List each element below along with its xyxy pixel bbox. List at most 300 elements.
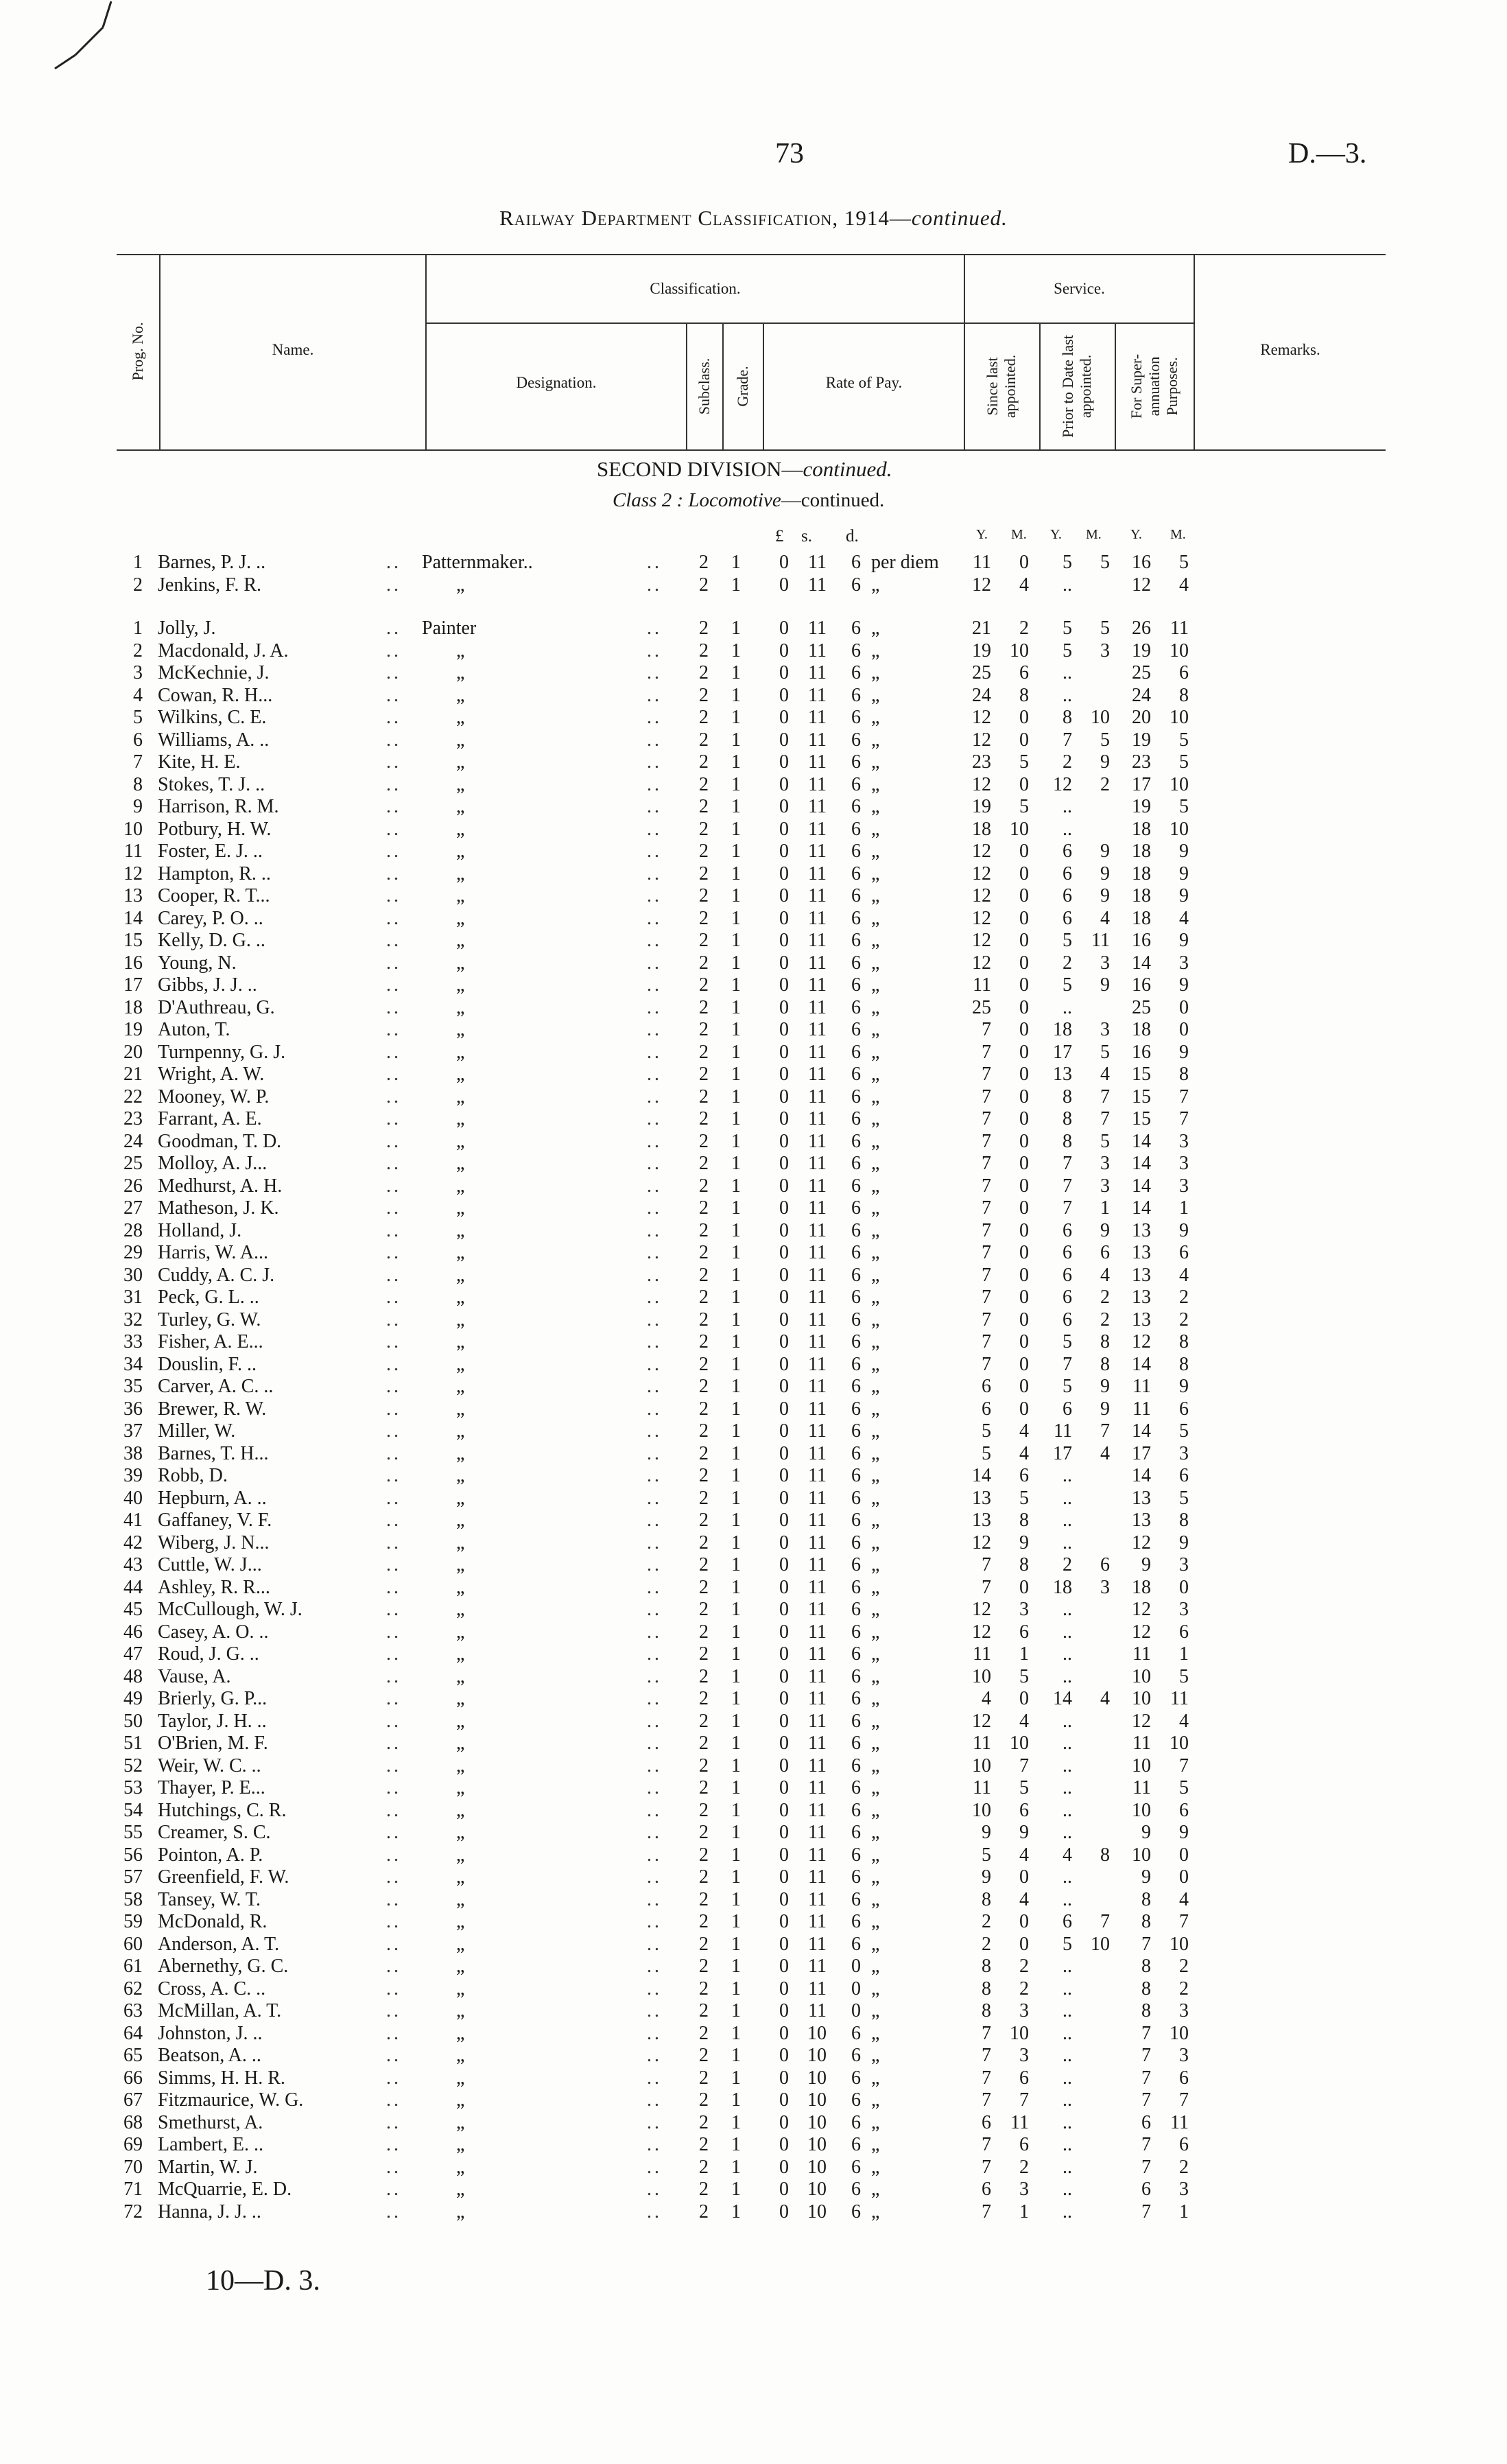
cell-dots: .. (386, 640, 401, 661)
cell-sm: 0 (1019, 885, 1029, 906)
cell-sm: 4 (1019, 1844, 1029, 1866)
cell-d: 6 (851, 1510, 861, 1531)
cell-fm: 5 (1179, 796, 1189, 817)
cell-py: 6 (1063, 863, 1072, 884)
cell-name: Potbury, H. W. (158, 818, 272, 840)
cell-fm: 10 (1170, 773, 1189, 795)
cell-sy: 10 (972, 1799, 991, 1821)
cell-per: „ (871, 1442, 880, 1464)
cell-no: 14 (123, 907, 143, 929)
cell-sm: 2 (1019, 1956, 1029, 1977)
cell-per: „ (871, 1331, 880, 1352)
table-row (0, 1554, 1507, 1576)
cell-no: 17 (123, 974, 143, 996)
cell-l: 0 (779, 907, 789, 929)
cell-sm: 0 (1019, 930, 1029, 951)
cell-dots2: .. (647, 1442, 662, 1464)
cell-fy: 9 (1141, 1554, 1151, 1575)
cell-grade: 1 (731, 2134, 741, 2155)
cell-d: 6 (851, 2045, 861, 2066)
cell-sy: 7 (982, 1019, 991, 1040)
cell-sub: 2 (699, 1576, 709, 1598)
cell-designation: „ (456, 1510, 465, 1531)
cell-fm: 9 (1179, 885, 1189, 906)
cell-sm: 0 (1019, 707, 1029, 728)
header-designation: Designation. (516, 374, 597, 391)
cell-name: Goodman, T. D. (158, 1130, 282, 1152)
cell-l: 0 (779, 1465, 789, 1486)
cell-no: 71 (123, 2179, 143, 2200)
table-row (0, 1711, 1507, 1733)
cell-dots2: .. (647, 1175, 662, 1197)
cell-dots2: .. (647, 1197, 662, 1219)
cell-py: .. (1063, 2022, 1072, 2044)
cell-py: 11 (1054, 1420, 1072, 1442)
cell-py: 8 (1063, 1130, 1072, 1152)
cell-designation: „ (456, 818, 465, 840)
cell-sub: 2 (699, 574, 709, 596)
table-row (0, 774, 1507, 796)
cell-sm: 6 (1019, 1465, 1029, 1486)
cell-grade: 1 (731, 1688, 741, 1709)
cell-l: 0 (779, 751, 789, 773)
cell-fm: 7 (1179, 1086, 1189, 1107)
cell-fy: 17 (1132, 773, 1151, 795)
cell-d: 6 (851, 1755, 861, 1776)
cell-dots2: .. (647, 1287, 662, 1308)
cell-designation: „ (456, 1956, 465, 1977)
cell-name: Farrant, A. E. (158, 1108, 262, 1129)
cell-grade: 1 (731, 2111, 741, 2133)
cell-d: 6 (851, 863, 861, 884)
cell-per: „ (871, 974, 880, 996)
cell-dots: .. (386, 1331, 401, 1352)
cell-fy: 19 (1132, 729, 1151, 751)
cell-py: 6 (1063, 841, 1072, 862)
cell-name: Abernethy, G. C. (158, 1956, 289, 1977)
table-row (0, 552, 1507, 574)
cell-py: .. (1063, 2134, 1072, 2155)
cell-l: 0 (779, 1978, 789, 1999)
cell-sm: 0 (1019, 841, 1029, 862)
cell-sub: 2 (699, 662, 709, 683)
cell-l: 0 (779, 1108, 789, 1129)
cell-designation: „ (456, 1420, 465, 1442)
table-row (0, 1108, 1507, 1130)
cell-pm: 5 (1100, 1041, 1110, 1063)
cell-d: 6 (851, 574, 861, 596)
cell-dots2: .. (647, 1933, 662, 1955)
cell-py: .. (1063, 2111, 1072, 2133)
cell-name: Carey, P. O. .. (158, 907, 263, 929)
cell-name: Cross, A. C. .. (158, 1978, 266, 1999)
cell-no: 22 (123, 1086, 143, 1107)
cell-grade: 1 (731, 1621, 741, 1643)
cell-fm: 1 (1179, 1643, 1189, 1665)
cell-py: 7 (1063, 729, 1072, 751)
cell-dots: .. (386, 818, 401, 840)
cell-per: „ (871, 2067, 880, 2089)
cell-fm: 9 (1179, 1532, 1189, 1553)
cell-dots2: .. (647, 885, 662, 906)
cell-name: Harris, W. A... (158, 1242, 268, 1263)
cell-per: „ (871, 1264, 880, 1286)
cell-s: 10 (807, 2089, 827, 2111)
cell-dots: .. (386, 1688, 401, 1709)
cell-fy: 23 (1132, 751, 1151, 773)
cell-sub: 2 (699, 1153, 709, 1174)
cell-dots: .. (386, 707, 401, 728)
cell-designation: „ (456, 684, 465, 706)
cell-dots: .. (386, 952, 401, 974)
cell-s: 10 (807, 2022, 827, 2044)
table-row (0, 997, 1507, 1019)
cell-l: 0 (779, 818, 789, 840)
cell-s: 11 (808, 1978, 827, 1999)
cell-fm: 5 (1179, 751, 1189, 773)
cell-sy: 6 (982, 2179, 991, 2200)
cell-fm: 0 (1179, 996, 1189, 1018)
cell-no: 63 (123, 2000, 143, 2021)
cell-sy: 12 (972, 729, 991, 751)
cell-py: .. (1063, 1956, 1072, 1977)
table-row (0, 1086, 1507, 1108)
cell-grade: 1 (731, 1019, 741, 1040)
cell-no: 58 (123, 1888, 143, 1910)
cell-s: 11 (808, 1442, 827, 1464)
cell-sm: 0 (1019, 1933, 1029, 1955)
cell-per: „ (871, 863, 880, 884)
table-row (0, 1577, 1507, 1599)
cell-dots2: .. (647, 1019, 662, 1040)
cell-sub: 2 (699, 1420, 709, 1442)
cell-sy: 7 (982, 1041, 991, 1063)
cell-designation: „ (456, 1353, 465, 1375)
cell-name: Molloy, A. J... (158, 1153, 268, 1174)
cell-sy: 11 (973, 1733, 991, 1754)
cell-py: 17 (1053, 1442, 1072, 1464)
cell-fm: 5 (1179, 1487, 1189, 1509)
cell-name: Hanna, J. J. .. (158, 2201, 261, 2222)
cell-pm: 1 (1100, 1197, 1110, 1219)
cell-per: „ (871, 1777, 880, 1798)
cell-dots2: .. (647, 1822, 662, 1843)
cell-per: „ (871, 1309, 880, 1330)
cell-fm: 5 (1179, 1777, 1189, 1798)
cell-fm: 2 (1179, 2156, 1189, 2178)
cell-dots: .. (386, 1287, 401, 1308)
cell-sub: 2 (699, 1822, 709, 1843)
cell-no: 50 (123, 1710, 143, 1732)
cell-per: „ (871, 1153, 880, 1174)
cell-sy: 5 (982, 1420, 991, 1442)
cell-s: 11 (808, 1287, 827, 1308)
cell-per: „ (871, 1086, 880, 1107)
cell-py: 5 (1063, 974, 1072, 996)
cell-dots2: .. (647, 1844, 662, 1866)
cell-grade: 1 (731, 1041, 741, 1063)
table-row (0, 974, 1507, 996)
cell-s: 11 (808, 1576, 827, 1598)
table-row (0, 1733, 1507, 1755)
cell-grade: 1 (731, 1866, 741, 1888)
cell-fm: 9 (1179, 1219, 1189, 1241)
cell-dots2: .. (647, 907, 662, 929)
cell-sy: 12 (972, 841, 991, 862)
cell-sub: 2 (699, 552, 709, 573)
cell-name: Cooper, R. T... (158, 885, 270, 906)
cell-s: 10 (807, 2111, 827, 2133)
cell-dots: .. (386, 1442, 401, 1464)
cell-sm: 0 (1019, 1130, 1029, 1152)
cell-dots2: .. (647, 841, 662, 862)
cell-sy: 7 (982, 2134, 991, 2155)
cell-d: 6 (851, 2134, 861, 2155)
cell-name: Thayer, P. E... (158, 1777, 265, 1798)
cell-fm: 9 (1179, 841, 1189, 862)
cell-sm: 8 (1019, 684, 1029, 706)
cell-grade: 1 (731, 996, 741, 1018)
cell-sy: 4 (982, 1688, 991, 1709)
cell-no: 16 (123, 952, 143, 974)
cell-per: „ (871, 2045, 880, 2066)
cell-l: 0 (779, 1866, 789, 1888)
cell-sy: 7 (982, 2089, 991, 2111)
cell-fy: 8 (1141, 2000, 1151, 2021)
cell-fm: 8 (1179, 1510, 1189, 1531)
cell-d: 6 (851, 841, 861, 862)
cell-l: 0 (779, 1153, 789, 1174)
cell-grade: 1 (731, 796, 741, 817)
cell-d: 6 (851, 1777, 861, 1798)
cell-dots: .. (386, 684, 401, 706)
cell-d: 6 (851, 707, 861, 728)
cell-per: „ (871, 1219, 880, 1241)
cell-sy: 11 (973, 974, 991, 996)
cell-dots: .. (386, 1398, 401, 1420)
cell-pm: 11 (1091, 930, 1110, 951)
cell-sm: 0 (1019, 1041, 1029, 1063)
cell-designation: „ (456, 841, 465, 862)
cell-py: .. (1063, 818, 1072, 840)
cell-sm: 5 (1019, 751, 1029, 773)
cell-l: 0 (779, 930, 789, 951)
cell-no: 37 (123, 1420, 143, 1442)
cell-sm: 0 (1019, 1019, 1029, 1040)
cell-sub: 2 (699, 1621, 709, 1643)
cell-py: .. (1063, 1888, 1072, 1910)
cell-dots2: .. (647, 1420, 662, 1442)
cell-fm: 9 (1179, 1822, 1189, 1843)
cell-py: 6 (1063, 1219, 1072, 1241)
cell-fm: 3 (1179, 1554, 1189, 1575)
cell-grade: 1 (731, 2179, 741, 2200)
cell-sm: 0 (1019, 1197, 1029, 1219)
cell-name: Carver, A. C. .. (158, 1376, 274, 1397)
cell-fm: 7 (1179, 1108, 1189, 1129)
cell-s: 11 (808, 1643, 827, 1665)
cell-name: Fitzmaurice, W. G. (158, 2089, 304, 2111)
cell-sub: 2 (699, 773, 709, 795)
cell-pm: 10 (1091, 1933, 1110, 1955)
unit-y1: Y. (976, 527, 988, 542)
cell-sy: 5 (982, 1844, 991, 1866)
cell-grade: 1 (731, 684, 741, 706)
cell-dots2: .. (647, 1532, 662, 1553)
cell-per: „ (871, 2179, 880, 2200)
cell-sy: 10 (972, 1665, 991, 1687)
cell-d: 6 (851, 1197, 861, 1219)
cell-sub: 2 (699, 1242, 709, 1263)
cell-s: 11 (808, 1242, 827, 1263)
cell-sy: 12 (972, 1710, 991, 1732)
cell-sy: 7 (982, 1086, 991, 1107)
cell-sub: 2 (699, 974, 709, 996)
cell-s: 11 (808, 1510, 827, 1531)
cell-s: 11 (808, 707, 827, 728)
cell-name: Auton, T. (158, 1019, 230, 1040)
cell-sub: 2 (699, 1956, 709, 1977)
cell-dots2: .. (647, 863, 662, 884)
cell-per: „ (871, 2022, 880, 2044)
cell-fy: 7 (1141, 2045, 1151, 2066)
table-row (0, 819, 1507, 841)
cell-s: 11 (808, 1866, 827, 1888)
cell-d: 6 (851, 552, 861, 573)
cell-sub: 2 (699, 1755, 709, 1776)
cell-fm: 0 (1179, 1866, 1189, 1888)
cell-sy: 8 (982, 2000, 991, 2021)
cell-l: 0 (779, 1554, 789, 1575)
cell-per: „ (871, 1866, 880, 1888)
cell-fm: 2 (1179, 1978, 1189, 1999)
cell-d: 6 (851, 729, 861, 751)
cell-dots2: .. (647, 1710, 662, 1732)
cell-name: Macdonald, J. A. (158, 640, 289, 661)
cell-grade: 1 (731, 1309, 741, 1330)
cell-l: 0 (779, 841, 789, 862)
cell-py: .. (1063, 1643, 1072, 1665)
cell-fy: 10 (1132, 1844, 1151, 1866)
cell-sub: 2 (699, 1532, 709, 1553)
cell-name: Young, N. (158, 952, 237, 974)
cell-sub: 2 (699, 1554, 709, 1575)
cell-no: 59 (123, 1911, 143, 1932)
cell-sub: 2 (699, 2179, 709, 2200)
cell-d: 6 (851, 974, 861, 996)
cell-s: 11 (808, 574, 827, 596)
cell-grade: 1 (731, 2089, 741, 2111)
cell-fy: 19 (1132, 640, 1151, 661)
cell-dots: .. (386, 729, 401, 751)
cell-sm: 0 (1019, 1264, 1029, 1286)
cell-name: Casey, A. O. .. (158, 1621, 269, 1643)
cell-no: 11 (124, 841, 143, 862)
cell-grade: 1 (731, 1532, 741, 1553)
cell-no: 10 (123, 818, 143, 840)
cell-py: .. (1063, 1487, 1072, 1509)
cell-dots: .. (386, 796, 401, 817)
cell-no: 43 (123, 1554, 143, 1575)
cell-designation: „ (456, 2067, 465, 2089)
cell-fm: 11 (1170, 2111, 1189, 2133)
cell-dots: .. (386, 1376, 401, 1397)
cell-fy: 16 (1132, 552, 1151, 573)
cell-per: „ (871, 1130, 880, 1152)
cell-no: 28 (123, 1219, 143, 1241)
cell-dots: .. (386, 1978, 401, 1999)
cell-sm: 0 (1019, 552, 1029, 573)
cell-sy: 19 (972, 640, 991, 661)
cell-d: 6 (851, 1376, 861, 1397)
cell-sub: 2 (699, 2089, 709, 2111)
cell-dots: .. (386, 618, 401, 639)
cell-fy: 18 (1132, 1019, 1151, 1040)
cell-name: D'Authreau, G. (158, 996, 275, 1018)
cell-sy: 12 (972, 1599, 991, 1620)
page-number: 73 (775, 138, 804, 169)
cell-py: .. (1063, 2156, 1072, 2178)
cell-py: 6 (1063, 1242, 1072, 1263)
cell-d: 0 (851, 2000, 861, 2021)
cell-l: 0 (779, 574, 789, 596)
cell-no: 60 (123, 1933, 143, 1955)
cell-designation: „ (456, 1019, 465, 1040)
cell-pm: 10 (1091, 707, 1110, 728)
cell-sm: 6 (1019, 2067, 1029, 2089)
cell-s: 10 (807, 2156, 827, 2178)
cell-l: 0 (779, 1376, 789, 1397)
cell-designation: „ (456, 1911, 465, 1932)
cell-d: 6 (851, 1086, 861, 1107)
cell-sm: 0 (1019, 1064, 1029, 1085)
cell-l: 0 (779, 1844, 789, 1866)
cell-sub: 2 (699, 885, 709, 906)
cell-fm: 8 (1179, 1331, 1189, 1352)
cell-designation: „ (456, 2022, 465, 2044)
cell-fm: 6 (1179, 1621, 1189, 1643)
cell-name: Gaffaney, V. F. (158, 1510, 272, 1531)
cell-l: 0 (779, 552, 789, 573)
cell-dots2: .. (647, 1777, 662, 1798)
cell-per: „ (871, 1576, 880, 1598)
cell-dots: .. (386, 863, 401, 884)
cell-fm: 4 (1179, 1888, 1189, 1910)
cell-dots: .. (386, 974, 401, 996)
unit-y3: Y. (1130, 527, 1142, 542)
header-subclass: Subclass. (696, 357, 713, 415)
cell-fm: 4 (1179, 1710, 1189, 1732)
table-row (0, 1889, 1507, 1911)
cell-d: 6 (851, 1175, 861, 1197)
cell-no: 1 (133, 552, 143, 573)
cell-fy: 13 (1132, 1510, 1151, 1531)
cell-dots: .. (386, 2179, 401, 2200)
cell-fy: 13 (1132, 1242, 1151, 1263)
cell-grade: 1 (731, 1420, 741, 1442)
cell-sm: 7 (1019, 2089, 1029, 2111)
cell-dots2: .. (647, 996, 662, 1018)
table-row (0, 1755, 1507, 1777)
cell-l: 0 (779, 1822, 789, 1843)
cell-dots: .. (386, 1777, 401, 1798)
cell-dots2: .. (647, 2134, 662, 2155)
cell-s: 11 (808, 841, 827, 862)
cell-py: .. (1063, 2179, 1072, 2200)
cell-l: 0 (779, 618, 789, 639)
cell-sub: 2 (699, 841, 709, 862)
cell-pm: 3 (1100, 1153, 1110, 1174)
